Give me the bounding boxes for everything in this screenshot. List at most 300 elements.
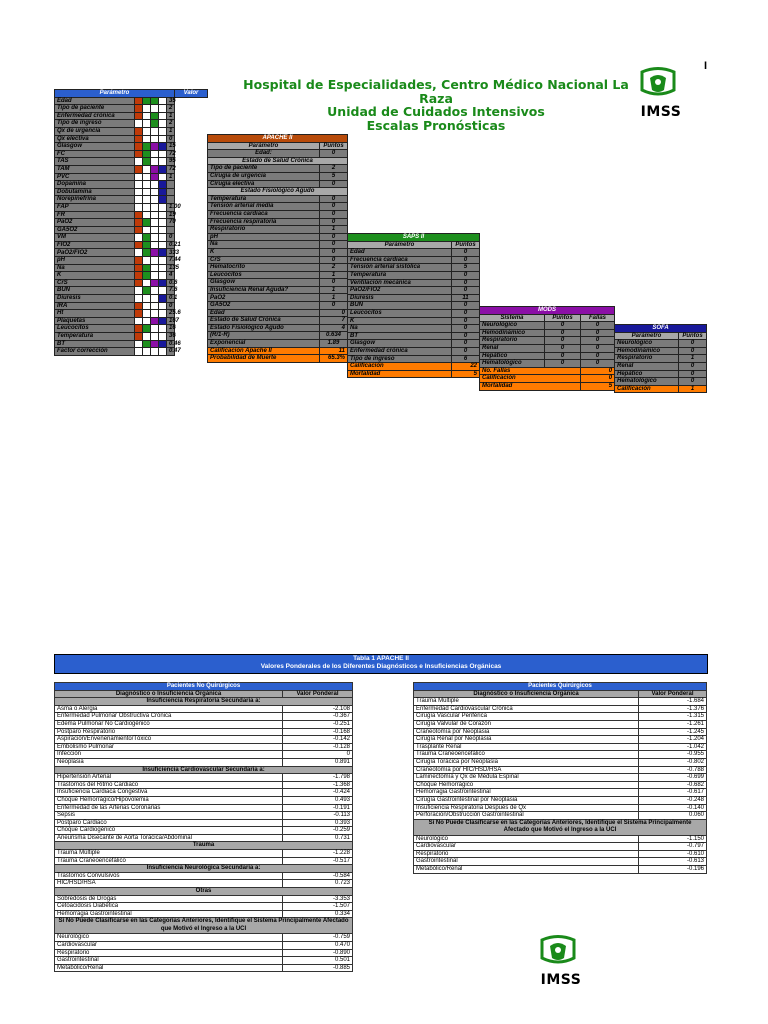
system-label: Renal: [480, 344, 545, 352]
parameter-value: [167, 196, 175, 204]
score-value: 1.89: [320, 340, 348, 348]
summary-label: Mortalidad: [480, 382, 581, 390]
table-row: [55, 827, 353, 835]
column-header-value: Valor Ponderal: [283, 690, 353, 698]
scale-marker: [159, 317, 167, 325]
diagnosis-label: Laminectomía y Qx de Médula Espinal: [414, 774, 639, 782]
parameter-name: Temperatura: [55, 333, 135, 341]
parameter-row: [55, 241, 208, 249]
scale-marker: [143, 257, 151, 265]
diagnosis-label: Edema Pulmonar No Cardiogénico: [55, 720, 283, 728]
parameter-value: 7.44: [167, 257, 175, 265]
parameter-value: [167, 188, 175, 196]
score-label: Na: [348, 325, 452, 333]
score-value: 1: [320, 226, 348, 234]
scale-marker: [159, 241, 167, 249]
parameter-row: [55, 105, 208, 113]
scale-marker: [159, 150, 167, 158]
score-label: Insuficiencia Renal Aguda?: [208, 286, 320, 294]
table-caption: Pacientes No Quirúrgicos: [55, 683, 353, 691]
score-label: Leucocitos: [208, 271, 320, 279]
scale-marker: [143, 97, 151, 105]
table-row: [55, 781, 353, 789]
score-label: BT: [348, 332, 452, 340]
scale-marker: [151, 158, 159, 166]
system-row: [480, 322, 615, 330]
parameter-name: K: [55, 272, 135, 280]
header-row: [348, 241, 480, 249]
parameter-value: 36: [167, 333, 175, 341]
scale-marker: [143, 226, 151, 234]
parameter-name: TAM: [55, 165, 135, 173]
table-row: [55, 705, 353, 713]
scale-marker: [151, 295, 159, 303]
scale-marker: [159, 340, 167, 348]
page-marker: I: [704, 60, 708, 72]
parameter-value: 15: [167, 143, 175, 151]
scale-marker: [143, 279, 151, 287]
classification-note: Si No Puede Clasificarse en las Categorías Anteriores, Identifique el Sistema Principalmente Afectado que Motivó el Ingreso a la UCI: [55, 918, 353, 934]
table-row: [55, 903, 353, 911]
weight-value: -1.042: [639, 743, 707, 751]
parameter-row: [55, 112, 208, 120]
score-label: Estado Fisiológico Agudo: [208, 324, 320, 332]
imss-emblem-icon: [636, 68, 680, 100]
scale-marker: [151, 249, 159, 257]
score-label: K: [348, 317, 452, 325]
system-label: Hematológico: [480, 360, 545, 368]
weight-value: 0: [283, 751, 353, 759]
parameter-value: 135: [167, 264, 175, 272]
score-row: [208, 286, 348, 294]
diagnosis-label: Cirugía Vascular Periférica: [414, 713, 639, 721]
score-value: 0: [679, 340, 707, 348]
scale-marker: [143, 234, 151, 242]
scale-marker: [151, 257, 159, 265]
weight-value: -1.315: [639, 713, 707, 721]
table-row: [414, 751, 707, 759]
scale-marker: [151, 348, 159, 356]
parameter-name: Dopamina: [55, 181, 135, 189]
sec-row: [55, 865, 353, 873]
parameter-value: 0.6: [167, 279, 175, 287]
score-row: [615, 362, 707, 370]
sofa-table: [614, 324, 707, 393]
parameter-name: Ht: [55, 310, 135, 318]
weight-value: -0.191: [283, 804, 353, 812]
scale-marker: [151, 241, 159, 249]
diagnosis-label: Trauma Múltiple: [55, 850, 283, 858]
scale-marker: [135, 310, 143, 318]
parameter-row: [55, 272, 208, 280]
section-row: [208, 157, 348, 165]
diagnosis-label: Perforación/Obstrucción Gastrointestinal: [414, 812, 639, 820]
weight-value: 0.891: [283, 758, 353, 766]
scale-marker: [151, 287, 159, 295]
weight-value: -1.150: [639, 835, 707, 843]
parameter-row: [55, 295, 208, 303]
parameter-name: FR: [55, 211, 135, 219]
parameter-value: 0.1: [167, 295, 175, 303]
saps-table: [347, 233, 480, 378]
weight-value: -1.798: [283, 774, 353, 782]
score-row: [208, 180, 348, 188]
parameter-name: Qx de urgencia: [55, 127, 135, 135]
table-row: [414, 705, 707, 713]
diagnosis-label: Hipertensión Arterial: [55, 774, 283, 782]
scale-marker: [151, 333, 159, 341]
parameter-name: FAP: [55, 203, 135, 211]
scale-marker: [159, 127, 167, 135]
parameter-value: 70: [167, 219, 175, 227]
parameter-value: 72: [167, 165, 175, 173]
table-row: [414, 812, 707, 820]
summary-value: 5: [581, 382, 615, 390]
parameter-value: 2: [167, 105, 175, 113]
scale-marker: [151, 173, 159, 181]
imss-logo-bottom: [536, 936, 586, 987]
weight-value: -0.797: [639, 843, 707, 851]
diagnosis-label: Enfermedad Cardiovascular Crónica: [414, 705, 639, 713]
parameter-name: Diuresis: [55, 295, 135, 303]
report-header: [226, 78, 646, 132]
saps-title: SAPS II: [348, 234, 480, 242]
score-label: GA5O2: [208, 302, 320, 310]
diagnosis-label: Infección: [55, 751, 283, 759]
scale-marker: [143, 325, 151, 333]
diagnosis-label: Trastornos Convulsivos: [55, 872, 283, 880]
score-row: [208, 332, 348, 340]
scale-marker: [143, 272, 151, 280]
system-points: 0: [545, 344, 581, 352]
parameter-name: Edad: [55, 97, 135, 105]
parameter-name: PaO2/FIO2: [55, 249, 135, 257]
diagnosis-label: Aspiración/Envenenamiento/Tóxico: [55, 736, 283, 744]
score-value: 1: [320, 271, 348, 279]
mods-table: [479, 306, 615, 391]
score-label: K: [208, 248, 320, 256]
column-header: Sistema: [480, 314, 545, 322]
score-row: [348, 287, 480, 295]
scale-marker: [135, 241, 143, 249]
scale-marker: [143, 173, 151, 181]
table-row: [414, 774, 707, 782]
scale-marker: [135, 150, 143, 158]
score-label: Tipo de ingreso: [348, 355, 452, 363]
scale-marker: [159, 325, 167, 333]
diagnosis-label: Craneotomía por Neoplasia: [414, 728, 639, 736]
score-row: [348, 363, 480, 371]
apache-table: [207, 134, 348, 363]
scale-marker: [151, 226, 159, 234]
weight-value: -0.259: [283, 827, 353, 835]
diagnosis-label: Hemorragia Gastrointestinal: [55, 910, 283, 918]
parameter-name: BUN: [55, 287, 135, 295]
score-row: [208, 248, 348, 256]
scale-marker: [151, 127, 159, 135]
scale-marker: [159, 264, 167, 272]
title-row: [208, 135, 348, 143]
score-value: 65.3%: [320, 355, 348, 363]
table-row: [55, 872, 353, 880]
score-label: Diuresis: [348, 294, 452, 302]
summary-label: No. Fallas: [480, 367, 581, 375]
scale-marker: [159, 135, 167, 143]
score-value: 11: [320, 347, 348, 355]
weight-value: -0.367: [283, 713, 353, 721]
parameter-value: 19: [167, 211, 175, 219]
score-row: [208, 355, 348, 363]
sec-row: [55, 888, 353, 896]
parameter-name: Enfermedad crónica: [55, 112, 135, 120]
parameter-value: 1: [167, 127, 175, 135]
parameter-row: [55, 203, 208, 211]
system-points: 0: [545, 352, 581, 360]
weight-value: -1.204: [639, 736, 707, 744]
table-row: [55, 720, 353, 728]
weight-value: -0.610: [639, 850, 707, 858]
parameter-name: Qx electiva: [55, 135, 135, 143]
column-header-param: Parámetro: [208, 142, 320, 150]
parameter-value: 0.21: [167, 241, 175, 249]
scale-marker: [143, 348, 151, 356]
weight-value: -1.228: [283, 850, 353, 858]
scale-marker: [135, 143, 143, 151]
score-value: 0: [452, 287, 480, 295]
mods-title: MODS: [480, 307, 615, 315]
score-label: Edad:: [208, 150, 320, 158]
column-header-value: Valor Ponderal: [639, 690, 707, 698]
scale-marker: [135, 295, 143, 303]
score-row: [348, 256, 480, 264]
scale-marker: [151, 150, 159, 158]
table-row: [55, 942, 353, 950]
scale-marker: [143, 219, 151, 227]
diagnosis-label: Enfermedad de las Arterias Coronarias: [55, 804, 283, 812]
score-label: Exponencial: [208, 340, 320, 348]
score-row: [615, 370, 707, 378]
weight-value: -3.353: [283, 895, 353, 903]
score-value: 0: [452, 340, 480, 348]
score-label: Hematocrito: [208, 264, 320, 272]
section-heading: Trauma: [55, 842, 353, 850]
scale-marker: [151, 105, 159, 113]
scale-marker: [135, 127, 143, 135]
scale-marker: [159, 165, 167, 173]
parameter-name: IRA: [55, 302, 135, 310]
system-row: [480, 352, 615, 360]
score-label: Frecuencia cardiaca: [208, 210, 320, 218]
scale-marker: [151, 310, 159, 318]
system-points: 0: [545, 322, 581, 330]
scale-marker: [159, 173, 167, 181]
weight-value: -1.507: [283, 903, 353, 911]
non-surgical-table: [54, 682, 353, 972]
scale-marker: [135, 165, 143, 173]
table-row: [414, 781, 707, 789]
scale-marker: [151, 279, 159, 287]
weight-value: -0.885: [283, 964, 353, 972]
column-header-valor: Valor: [175, 90, 208, 98]
score-row: [208, 195, 348, 203]
scale-marker: [159, 272, 167, 280]
weight-value: -0.617: [639, 789, 707, 797]
table-row: [414, 728, 707, 736]
score-row: [208, 324, 348, 332]
table-row: [55, 774, 353, 782]
score-value: 0: [679, 347, 707, 355]
score-row: [208, 226, 348, 234]
report-title: Escalas Pronósticas: [366, 117, 506, 133]
score-label: Renal: [615, 362, 679, 370]
parameter-value: 16: [167, 325, 175, 333]
table-row: [414, 804, 707, 812]
parameter-value: 0: [167, 135, 175, 143]
table-row: [55, 850, 353, 858]
score-label: Calificación: [348, 363, 452, 371]
parameter-value: 1: [167, 173, 175, 181]
parameter-name: Leucocitos: [55, 325, 135, 333]
diagnosis-label: Cardiovascular: [55, 942, 283, 950]
weight-value: -0.682: [639, 781, 707, 789]
sec-row: [55, 766, 353, 774]
score-label: Tipo de paciente: [208, 165, 320, 173]
parameter-name: TAS: [55, 158, 135, 166]
weight-value: 0.731: [283, 834, 353, 842]
system-points: 0: [545, 360, 581, 368]
score-label: Enfermedad crónica: [348, 347, 452, 355]
weight-value: 0.060: [639, 812, 707, 820]
header-row: [615, 332, 707, 340]
parameter-row: [55, 158, 208, 166]
score-row: [208, 302, 348, 310]
summary-row: [480, 367, 615, 375]
diagnosis-label: Postparo Respiratorio: [55, 728, 283, 736]
score-label: Leucocitos: [348, 309, 452, 317]
scale-marker: [151, 165, 159, 173]
classification-note: Si No Puede Clasificarse en las Categorías Anteriores, Identifique el Sistema Principalmente Afectado que Motivó el Ingreso a la UCI: [414, 819, 707, 835]
scale-marker: [135, 112, 143, 120]
weight-value: 0.501: [283, 957, 353, 965]
table-row: [55, 964, 353, 972]
scale-marker: [151, 196, 159, 204]
system-failures: 0: [581, 360, 615, 368]
parameter-row: [55, 120, 208, 128]
parameter-row: [55, 234, 208, 242]
table-row: [414, 858, 707, 866]
table-row: [55, 736, 353, 744]
scale-marker: [143, 127, 151, 135]
scale-marker: [151, 211, 159, 219]
imss-emblem-icon: [536, 936, 580, 968]
scale-marker: [143, 333, 151, 341]
score-value: 0: [452, 309, 480, 317]
parameter-row: [55, 165, 208, 173]
table-row: [55, 728, 353, 736]
note-row: [414, 819, 707, 835]
score-label: Glasgow: [208, 279, 320, 287]
parameter-row: [55, 287, 208, 295]
section-row: [208, 188, 348, 196]
scale-marker: [135, 97, 143, 105]
diagnosis-label: Trauma Múltiple: [414, 698, 639, 706]
score-label: PaO2/FIO2: [348, 287, 452, 295]
score-row: [348, 355, 480, 363]
diagnosis-label: Postparo Cardiaco: [55, 819, 283, 827]
parameter-value: 35: [167, 97, 175, 105]
score-label: Glasgow: [348, 340, 452, 348]
section-heading: Insuficiencia Neurológica Secundaria a:: [55, 865, 353, 873]
table-row: [55, 743, 353, 751]
scale-marker: [143, 264, 151, 272]
score-value: 11: [452, 294, 480, 302]
scale-marker: [135, 226, 143, 234]
parameter-row: [55, 264, 208, 272]
scale-marker: [135, 173, 143, 181]
score-row: [208, 347, 348, 355]
scale-marker: [159, 333, 167, 341]
scale-marker: [159, 219, 167, 227]
system-row: [480, 337, 615, 345]
column-header-diagnosis: Diagnóstico o Insuficiencia Orgánica: [55, 690, 283, 698]
system-points: 0: [545, 329, 581, 337]
weight-value: -1.684: [639, 698, 707, 706]
scale-marker: [135, 203, 143, 211]
score-row: [348, 332, 480, 340]
score-label: Respiratorio: [208, 226, 320, 234]
score-row: [208, 210, 348, 218]
weight-value: -0.196: [639, 866, 707, 874]
scale-marker: [135, 105, 143, 113]
sec-row: [55, 698, 353, 706]
summary-row: [615, 385, 707, 393]
scale-marker: [143, 143, 151, 151]
scale-marker: [143, 241, 151, 249]
score-row: [348, 279, 480, 287]
score-value: 0: [452, 332, 480, 340]
weight-value: 0.393: [283, 819, 353, 827]
score-value: 0: [320, 210, 348, 218]
tabla1-title: Tabla 1 APACHE II: [353, 655, 409, 662]
header-row: [55, 90, 208, 98]
score-value: 0: [320, 279, 348, 287]
diagnosis-label: Trastornos del Ritmo Cardiaco: [55, 781, 283, 789]
weight-value: -0.788: [639, 766, 707, 774]
score-label: Cirugía electiva: [208, 180, 320, 188]
scale-marker: [159, 143, 167, 151]
caption-row: [414, 683, 707, 691]
parameter-value: 167: [167, 317, 175, 325]
score-row: [208, 203, 348, 211]
scale-marker: [143, 196, 151, 204]
scale-marker: [143, 165, 151, 173]
scale-marker: [151, 317, 159, 325]
table-row: [55, 880, 353, 888]
table-row: [55, 857, 353, 865]
parameter-value: 25.6: [167, 310, 175, 318]
score-label: Temperatura: [348, 271, 452, 279]
parameter-name: Glasgow: [55, 143, 135, 151]
parameter-row: [55, 302, 208, 310]
score-value: 0: [452, 302, 480, 310]
tabla1-subtitle: Valores Ponderales de los Diferentes Diagnósticos e Insuficiencias Orgánicas: [260, 663, 502, 670]
parameter-value: [167, 181, 175, 189]
header-row: [414, 690, 707, 698]
scale-marker: [143, 249, 151, 257]
diagnosis-label: Insuficiencia Respiratoria Después de Qx: [414, 804, 639, 812]
table-row: [414, 835, 707, 843]
system-failures: 0: [581, 329, 615, 337]
